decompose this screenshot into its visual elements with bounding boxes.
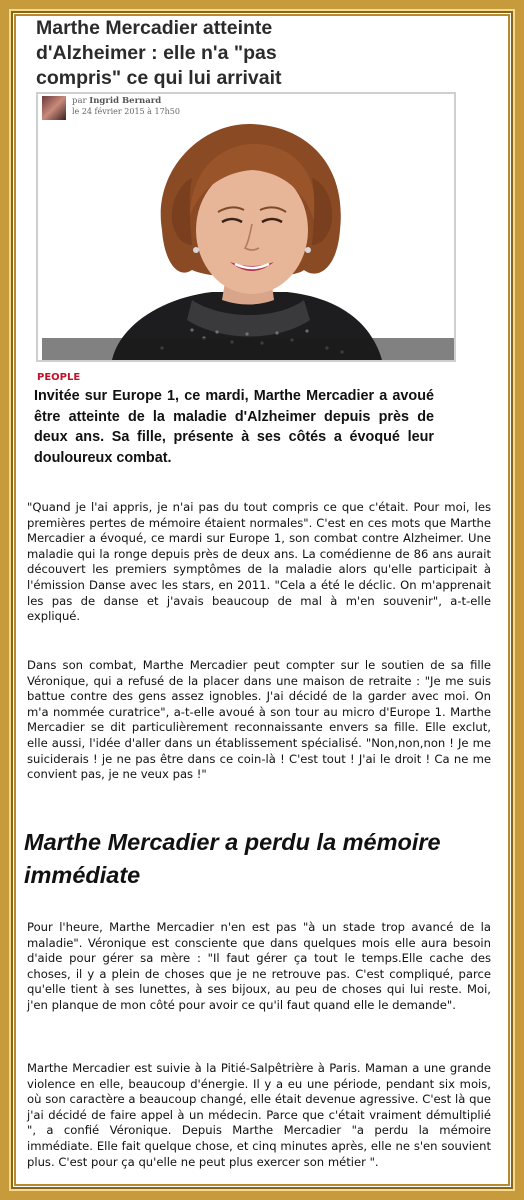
- article-paragraph: "Quand je l'ai appris, je n'ai pas du tout compris ce que c'était. Pour moi, les premières pertes de mémoire étaient normales". C'est en ces mots que Marthe Mercadier a évoqué, ce mardi sur Europe 1, son combat contre Alzheimer. Une maladie qui la ronge depuis près de deux ans. La comédienne de 86 ans aurait découvert les premiers symptômes de la maladie alors qu'elle participait à l'émission Danse avec les stars, en 2011. "Cela a été le déclic. On m'apprenait les pas de danse et j'avais beaucoup de mal à m'en souvenir", a-t-elle expliqué.: [27, 500, 491, 624]
- author-line: [72, 96, 161, 106]
- byline-prefix: par: [72, 96, 87, 106]
- article-paragraph: Pour l'heure, Marthe Mercadier n'en est pas "à un stade trop avancé de la maladie". Véronique est consciente que dans quelques mois elle aura besoin d'aide pour gérer sa mère : "Il faut gérer ça tout le temps.Elle cache des choses, il y a plein de choses que je ne retrouve pas. C'est compliqué, parce qu'elle tient à ses lunettes, à ses bijoux, au peu de choses qui lui reste. Moi, j'en planque de mon côté pour avoir ce qu'il faut quand elle le demande".: [27, 920, 491, 1012]
- article-paragraph: Marthe Mercadier est suivie à la Pitié-Salpêtrière à Paris. Maman a une grande violence en elle, beaucoup d'énergie. Il y a eu une période, pendant six mois, où son caractère a beaucoup changé, elle était devenue agressive. C'est là que j'ai décidé de faire appel à un médecin. Parce que c'était vraiment démultiplié ", a confié Véronique. Depuis Marthe Mercadier "a perdu la mémoire immédiate. Elle fait quelque chose, et cinq minutes après, elle ne s'en souvient plus. C'est pour ça qu'elle ne peut plus exercer son métier ".: [27, 1061, 491, 1169]
- article-paragraph: Dans son combat, Marthe Mercadier peut compter sur le soutien de sa fille Véronique, qui a refusé de la placer dans une maison de retraite : "Je me suis battue contre des gens assez ignobles. J'ai décidé de la garder avec moi. On m'a nommée curatrice", a-t-elle avoué à son tour au micro d'Europe 1. Marthe Mercadier se dit particulièrement reconnaissante envers sa fille. Elle exclut, elle aussi, l'idée d'aller dans un établissement spécialisé. "Non,non,non ! Je me suiciderais ! je ne pas être dans ce coin-là ! C'est tout ! J'ai le droit ! Ca ne me convient pas, je ne veux pas !": [27, 658, 491, 782]
- author-name[interactable]: Ingrid Bernard: [89, 96, 162, 106]
- publish-date: le 24 février 2015 à 17h50: [72, 107, 180, 116]
- article-header-card: [36, 92, 456, 362]
- section-subheading: Marthe Mercadier a perdu la mémoire immédiate: [24, 829, 441, 888]
- author-avatar: [42, 96, 66, 120]
- byline: [42, 96, 342, 120]
- article-headline: Marthe Mercadier atteinte d'Alzheimer : elle n'a "pas compris" ce qui lui arrivait: [36, 17, 282, 89]
- article-lead: Invitée sur Europe 1, ce mardi, Marthe Mercadier a avoué être atteinte de la maladie d'Alzheimer depuis près de deux ans. Sa fille, présente à ses côtés a évoqué leur douloureux combat.: [34, 388, 434, 466]
- article-photo: [42, 120, 454, 360]
- category-label[interactable]: PEOPLE: [37, 372, 81, 383]
- portrait-illustration: [42, 120, 454, 360]
